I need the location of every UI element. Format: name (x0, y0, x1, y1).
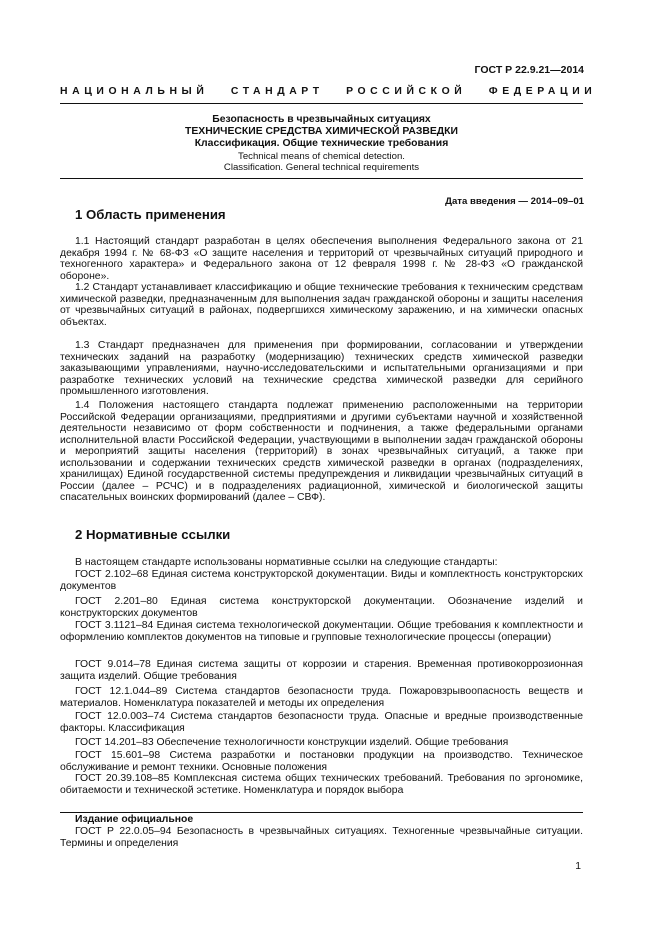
paragraph-1-2: 1.2 Стандарт устанавливает классификацию и общие технические требования к техническим средствам химической разведки, предназначенным для выполнения задач гражданской обороны и защиты населения от чрезвычайных ситуаций в районах, подвергшихся химическому заражению, и на химически опасных объектах. (60, 282, 583, 328)
reference-item: ГОСТ 2.102–68 Единая система конструкторской документации. Виды и комплектность конструкторских документов (60, 569, 583, 592)
section-1-heading: 1 Область применения (75, 207, 226, 222)
title-line-3: Классификация. Общие технические требования (194, 138, 449, 150)
title-english-1: Technical means of chemical detection. (238, 150, 405, 162)
references-intro: В настоящем стандарте использованы нормативные ссылки на следующие стандарты: (75, 557, 498, 568)
title-divider (60, 178, 583, 179)
reference-item: ГОСТ 12.1.044–89 Система стандартов безопасности труда. Пожаровзрывоопасность веществ и материалов. Номенклатура показателей и методы их определения (60, 686, 583, 709)
footer-divider (60, 812, 583, 813)
reference-item: ГОСТ 2.201–80 Единая система конструкторской документации. Обозначение изделий и конструкторских документов (60, 596, 583, 619)
reference-item: ГОСТ 9.014–78 Единая система защиты от коррозии и старения. Временная противокоррозионная защита изделий. Общие требования (60, 659, 583, 682)
reference-item: ГОСТ 14.201–83 Обеспечение технологичности конструкции изделий. Общие требования (75, 737, 509, 748)
title-line-2: ТЕХНИЧЕСКИЕ СРЕДСТВА ХИМИЧЕСКОЙ РАЗВЕДКИ (185, 126, 458, 138)
title-line-1: Безопасность в чрезвычайных ситуациях (212, 114, 431, 125)
official-edition-label: Издание официальное (75, 814, 194, 825)
reference-item: ГОСТ 12.0.003–74 Система стандартов безопасности труда. Опасные и вредные производственные факторы. Классификация (60, 711, 583, 734)
section-2-heading: 2 Нормативные ссылки (75, 527, 231, 542)
continued-reference: ГОСТ Р 22.0.05–94 Безопасность в чрезвычайных ситуациях. Техногенные чрезвычайные ситуации. Термины и определения (60, 826, 583, 849)
introduction-date: Дата введения — 2014–09–01 (445, 196, 584, 207)
paragraph-1-3: 1.3 Стандарт предназначен для применения при формировании, согласовании и утверждении технических заданий на разработку (модернизацию) технических средств химической разведки заказывающими управлениями, научно-исследовательскими и испытательными организациями и при разработке технических условий на технические средства химической разведки для серийного промышленного изготовления. (60, 340, 583, 397)
page-number: 1 (575, 861, 581, 872)
header-divider (60, 103, 583, 104)
reference-item: ГОСТ 20.39.108–85 Комплексная система общих технических требований. Требования по эргономике, обитаемости и технической эстетике. Номенклатура и порядок выбора (60, 773, 583, 796)
document-code: ГОСТ Р 22.9.21—2014 (474, 64, 584, 76)
reference-item: ГОСТ 3.1121–84 Единая система технологической документации. Общие требования к комплектности и оформлению комплектов документов на типовые и групповые технологические процессы (операции) (60, 620, 583, 643)
national-standard-banner: НАЦИОНАЛЬНЫЙ СТАНДАРТ РОССИЙСКОЙ ФЕДЕРАЦИИ (60, 86, 597, 97)
title-block (60, 114, 583, 173)
reference-item: ГОСТ 15.601–98 Система разработки и постановки продукции на производство. Техническое обслуживание и ремонт техники. Основные положения (60, 750, 583, 773)
title-english-2: Classification. General technical requirements (223, 161, 420, 173)
paragraph-1-1: 1.1 Настоящий стандарт разработан в целях обеспечения выполнения Федерального закона от 21 декабря 1994 г. № 68-ФЗ «О защите населения и территорий от чрезвычайных ситуаций природного и техногенного характера» и Федерального закона от 12 февраля 1998 г. № 28-ФЗ «О гражданской обороне». (60, 236, 583, 282)
paragraph-1-4: 1.4 Положения настоящего стандарта подлежат применению расположенными на территории Российской Федерации организациями, предприятиями и другими субъектами научной и хозяйственной деятельности независимо от форм собственности и подчинения, а также федеральными органами исполнительной власти Российской Федерации, участвующими в выполнении задач гражданской обороны и мероприятий защиты населения (территорий) в зонах чрезвычайных ситуаций, а также при использовании и содержании технических средств химической разведки в органах (подразделениях, хранилищах) Единой государственной системы предупреждения и ликвидации чрезвычайных ситуаций в России (далее – РСЧС) и в подразделениях радиационной, химической и биологической защиты спасательных воинских формирований (далее – СВФ). (60, 400, 583, 503)
